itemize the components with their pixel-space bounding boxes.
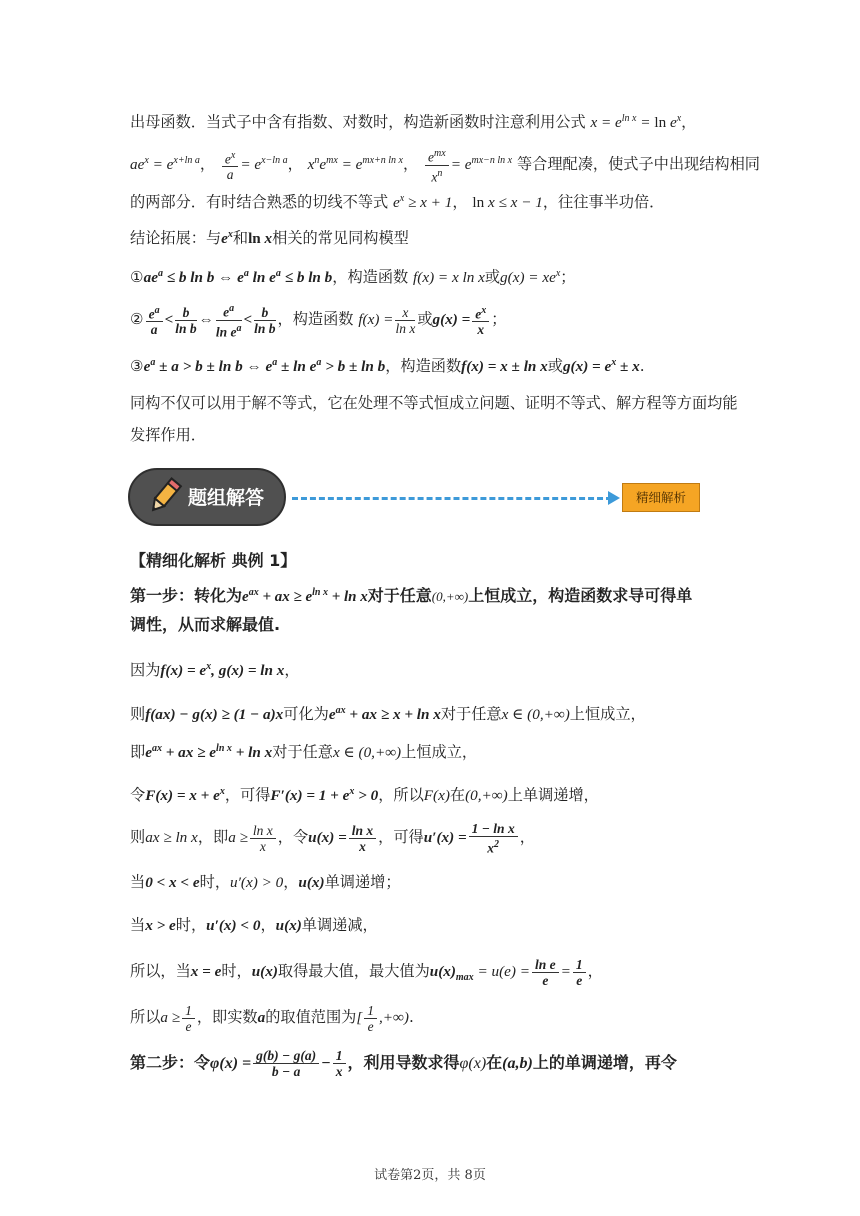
text-line: 令$F(x) = x + e^x$，可得$F'(x) = 1 + e^x > 0$，所以F(x)在(0,+∞)上单调递增， (130, 786, 599, 805)
step-1: 第一步：转化为$e^{ax}$ + ax ≥ $e^{ln x} + \ln x$对于任意(0,+∞)上恒成立，构造函数求导可得单 (130, 586, 693, 605)
text-segment: 和 (232, 229, 249, 248)
text-segment: ，即实数 (196, 1008, 258, 1026)
formula: $ae^a \le b$ ln b ⇔ $e^a$ $\ln e^a \le b$ ln b (143, 268, 333, 287)
text-segment: ，利用导数求得 (347, 1053, 460, 1072)
text-segment: 即 (130, 743, 146, 762)
text-segment: 上恒成立， (569, 705, 646, 724)
text-line: 则ax ≥ ln x，即a ≥ $\frac{\text{ln x}}{x}$ ，令u(x) = $\frac{\text{ln x}}{x}$ ，可得u′(x) = $\frac{\text{1 − ln x}}{x^2}$ ， (130, 820, 535, 856)
model-3: $③e^a \pm a > b \pm \ln b$ ⇔ $e^a \pm \ln e^a > b \pm \ln b$，构造函数f(x) = x ± ln x或$g(x) = e^x \pm x$. (130, 357, 645, 376)
text-segment: 在 (449, 786, 466, 805)
text-segment: 单调递增； (324, 873, 401, 891)
text-segment: 等合理配凑，使式子中出现结构相同 (516, 155, 760, 174)
text-segment: 或 (484, 268, 501, 287)
formula: $\frac{e^{mx}}{x^n}$ (425, 146, 449, 184)
text-line: 所以a ≥ $\frac{1}{e}$ ，即实数a的取值范围为[ $\frac{1}{e}$ ,+∞). (130, 1002, 414, 1034)
text-segment: 出母函数．当式子中含有指数、对数时，构造新函数时注意利用公式 (130, 113, 586, 132)
text-segment: 当 (130, 873, 146, 891)
text-line: 即$e^{ax}$ + ax ≥ $e^{ln x} + \ln x$对于任意x ∈ (0,+∞)上恒成立， (130, 743, 478, 762)
page-footer: 试卷第2页，共 8页 (374, 1168, 486, 1183)
text-segment: 在 (486, 1053, 503, 1072)
formula: $x^ne^{mx} = e^{mx+n ln x}$ (307, 155, 403, 174)
text-segment: ，构造函数 (385, 357, 462, 376)
model-2: ② $\frac{e^a}{a}$ < $\frac{b}{\text{ln b}}$ ⇔ $\frac{e^a}{\ln e^a}$ < $\frac{b}{\text{ln b}}$ ，构造函数 f(x) = $\frac{x}{\text{ln x}}$ 或g(x) = $\frac{e^x}{x}$ ； (130, 303, 507, 339)
text-segment: 时， (175, 916, 207, 934)
text-line: 出母函数．当式子中含有指数、对数时，构造新函数时注意利用公式 $x = e^{ln x} = \ln e^x$， (130, 113, 697, 132)
text-segment: ，即 (197, 828, 229, 846)
formula: $e^x \ge x + 1$ (393, 193, 453, 212)
text-segment: ，令 (277, 828, 309, 846)
text-segment: 则 (130, 828, 146, 846)
text-segment: ，构造函数 (332, 268, 409, 287)
text-segment: 第二步：令 (130, 1053, 211, 1072)
text-line: 当x > e时，u′(x) < 0，u(x)单调递减， (130, 916, 378, 934)
text-segment: 取得最大值，最大值为 (277, 962, 430, 980)
text-segment: 单调递减， (301, 916, 378, 934)
text-segment: 或 (547, 357, 563, 376)
formula: ln x ≤ x − 1 (472, 194, 543, 212)
text-segment: 上恒成立，构造函数求导可得单 (468, 586, 693, 605)
text-segment: 因为 (130, 661, 161, 680)
paragraph: 发挥作用． (130, 426, 206, 444)
text-segment: 上单调递增， (507, 786, 599, 805)
text-segment: 或 (417, 310, 433, 328)
paragraph: 同构不仅可以用于解不等式，它在处理不等式恒成立问题、证明不等式、解方程等方面均能 (130, 394, 738, 412)
analysis-tag: 精细解析 (622, 483, 700, 512)
text-segment: 令 (130, 786, 146, 805)
text-segment: 对于任意 (272, 743, 333, 762)
text-segment: ，构造函数 (277, 310, 354, 328)
text-segment: 第一步：转化为 (130, 586, 243, 605)
text-segment: 时， (199, 873, 230, 891)
text-line: 当0 < x < e时，u′(x) > 0，u(x)单调递增； (130, 873, 401, 891)
text-segment: 可化为 (283, 705, 329, 724)
text-segment: 上的单调递增，再令 (532, 1053, 677, 1072)
formula: $ae^x = e^{x+ln a}$ (130, 155, 200, 174)
text-segment: 对于任意 (440, 705, 502, 724)
text-segment: 的两部分．有时结合熟悉的切线不等式 (130, 193, 389, 212)
text-segment: 则 (130, 705, 146, 724)
section-title: 【精细化解析 典例 1】 (130, 551, 297, 570)
text-segment: 上恒成立， (401, 743, 478, 762)
text-segment: 结论拓展：与 (130, 229, 222, 248)
text-segment: ，可得 (378, 828, 424, 846)
text-line: 因为$f(x) = e^x$, g(x) = ln x， (130, 661, 300, 680)
text-line: 则f(ax) − g(x) ≥ (1 − a)x可化为$e^{ax}$ + ax ≥ x + ln x对于任意x ∈ (0,+∞)上恒成立， (130, 705, 646, 724)
section-banner (128, 468, 288, 528)
step-1-cont: 调性，从而求解最值. (130, 615, 281, 634)
text-segment: 所以，当 (130, 962, 191, 980)
text-line: 的两部分．有时结合熟悉的切线不等式 $e^x \ge x + 1$， ln x ≤ x − 1，往往事半功倍． (130, 193, 665, 212)
text-segment: ，往往事半功倍． (542, 193, 665, 212)
text-segment: 的取值范围为 (265, 1008, 357, 1026)
text-line: 所以，当x = e时，u(x)取得最大值，最大值为$u(x)_{max} = u(e)$ = $\frac{\text{ln e}}{e}$ = $\frac{1}{e}$ ， (130, 956, 603, 988)
model-1: $①ae^a \le b$ ln b ⇔ $e^a$ $\ln e^a \le b$ ln b，构造函数 f(x) = x ln x或$g(x) = xe^x$； (130, 268, 576, 287)
text-segment: 相关的常见同构模型 (272, 229, 409, 248)
text-line: 结论拓展：与$e^x$和ln x相关的常见同构模型 (130, 229, 409, 248)
text-segment: 所以 (130, 1008, 161, 1026)
arrow-head-icon (608, 491, 620, 505)
text-segment: 当 (130, 916, 146, 934)
text-segment: 时， (221, 962, 252, 980)
text-segment: ，可得 (224, 786, 271, 805)
step-2: 第二步：令φ(x) = $\frac{g(b) - g(a)}{b - a}$ − $\frac{1}{x}$ ，利用导数求得φ(x)在(a,b)上的单调递增，再令 (130, 1048, 677, 1079)
dashed-arrow-line (292, 497, 612, 500)
text-line: $ae^x = e^{x+ln a}$， $\frac{e^x}{a}$ = $e^{x-ln a}$， $x^ne^{mx} = e^{mx+n ln x}$， $\frac{e^{mx}}{x^n}$ = $e^{mx-n ln x}$ 等合理配凑，使式子中出现结构相同 (130, 148, 760, 185)
pencil-icon (144, 476, 184, 518)
text-segment: ，所以 (378, 786, 424, 805)
banner-title: 题组解答 (188, 487, 265, 509)
formula: $x = e^{ln x} = \ln e^x$ (590, 113, 682, 132)
text-segment: 对于任意 (367, 586, 432, 605)
formula: $\frac{e^x}{a}$ (222, 148, 238, 183)
